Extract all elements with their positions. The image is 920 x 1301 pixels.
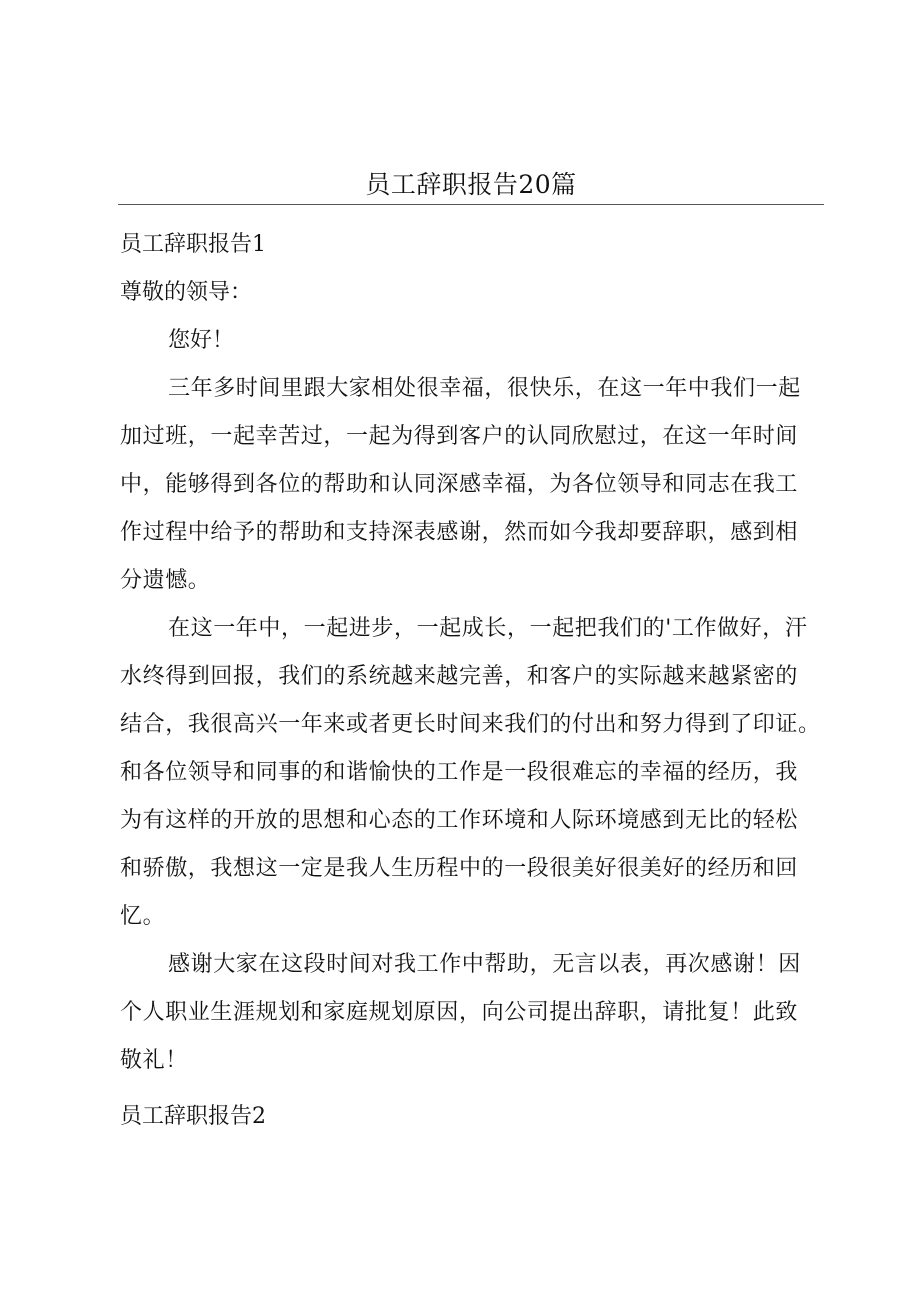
paragraph-1-line-5: 分遗憾。 xyxy=(120,568,211,593)
greeting: 您好！ xyxy=(168,328,235,353)
paragraph-2-line-7: 忆。 xyxy=(120,904,166,929)
document-title: 员工辞职报告20篇 xyxy=(365,170,577,199)
paragraph-3-line-1: 感谢大家在这段时间对我工作中帮助，无言以表，再次感谢！因 xyxy=(168,952,801,977)
paragraph-2-line-6: 和骄傲，我想这一定是我人生历程中的一段很美好很美好的经历和回 xyxy=(120,856,799,881)
section-heading-2: 员工辞职报告2 xyxy=(120,1104,266,1129)
title-underline xyxy=(118,204,824,205)
paragraph-2-line-2: 水终得到回报，我们的系统越来越完善，和客户的实际越来越紧密的 xyxy=(120,664,799,689)
paragraph-1-line-4: 作过程中给予的帮助和支持深表感谢，然而如今我却要辞职，感到相 xyxy=(120,520,799,545)
paragraph-2-line-5: 为有这样的开放的思想和心态的工作环境和人际环境感到无比的轻松 xyxy=(120,808,799,833)
paragraph-3-line-3: 敬礼！ xyxy=(120,1048,188,1073)
paragraph-2-line-3: 结合，我很高兴一年来或者更长时间来我们的付出和努力得到了印证。 xyxy=(120,712,821,737)
section-heading-1: 员工辞职报告1 xyxy=(120,232,266,257)
paragraph-2-line-4: 和各位领导和同事的和谐愉快的工作是一段很难忘的幸福的经历，我 xyxy=(120,760,799,785)
paragraph-2-line-1: 在这一年中，一起进步，一起成长，一起把我们的'工作做好，汗 xyxy=(168,616,808,641)
salutation: 尊敬的领导： xyxy=(120,280,253,305)
paragraph-1-line-3: 中，能够得到各位的帮助和认同深感幸福，为各位领导和同志在我工 xyxy=(120,472,799,497)
paragraph-1-line-2: 加过班，一起幸苦过，一起为得到客户的认同欣慰过，在这一年时间 xyxy=(120,424,799,449)
paragraph-1-line-1: 三年多时间里跟大家相处很幸福，很快乐，在这一年中我们一起 xyxy=(168,376,801,401)
paragraph-3-line-2: 个人职业生涯规划和家庭规划原因，向公司提出辞职，请批复！此致 xyxy=(120,1000,799,1025)
